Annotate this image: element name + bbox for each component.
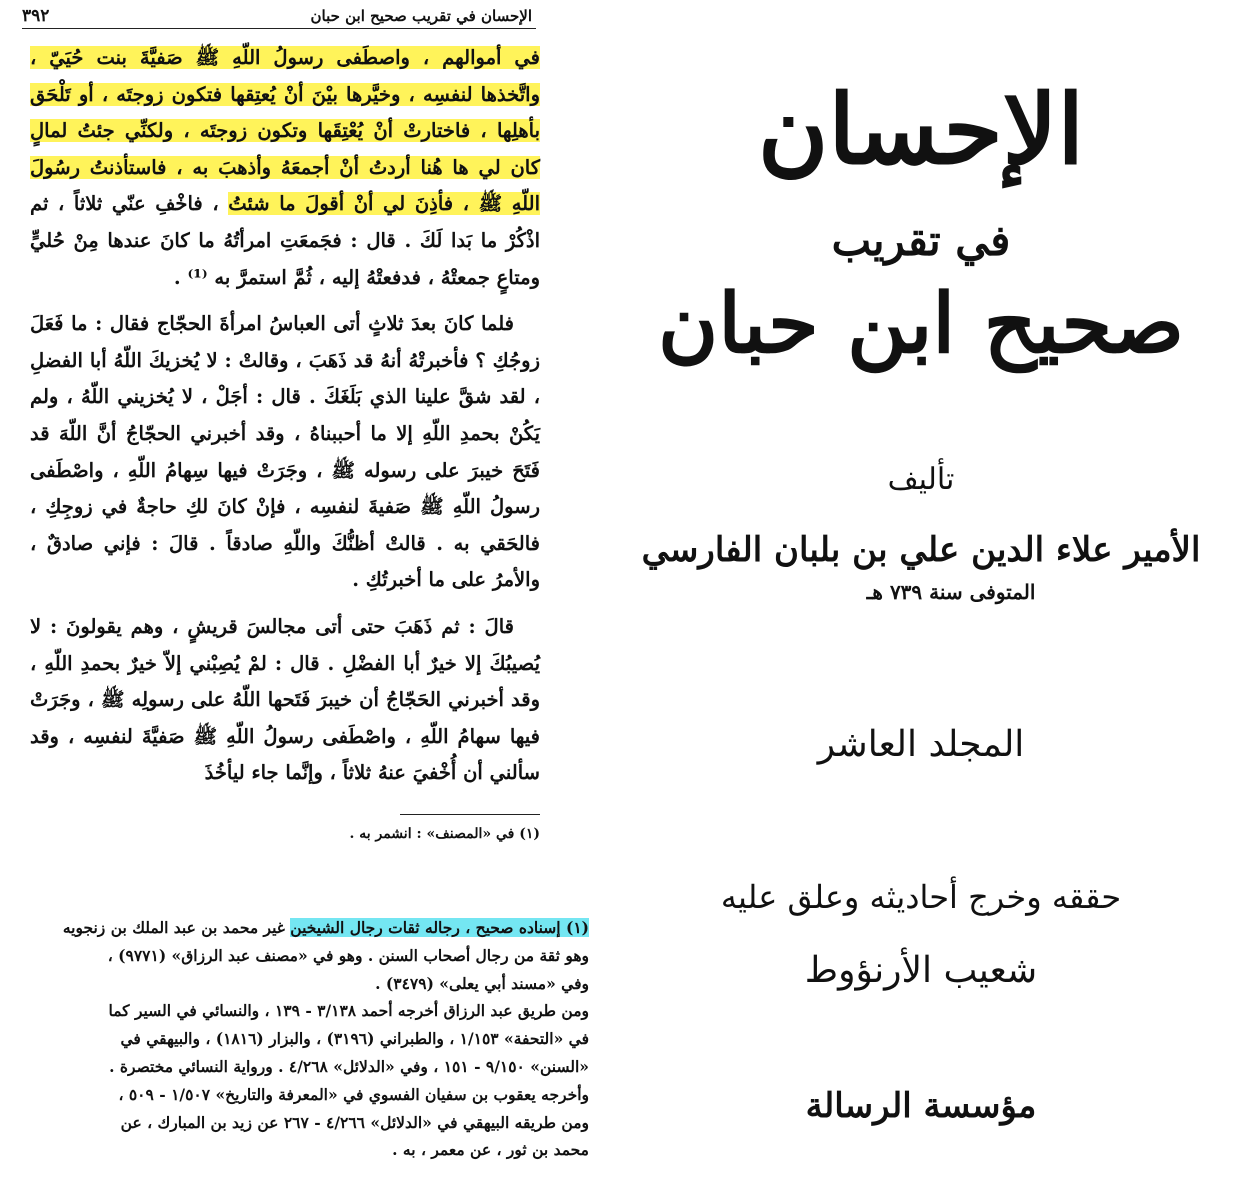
paragraph-2: فلما كانَ بعدَ ثلاثٍ أتى العباسُ امرأةَ الحجّاج فقال : ما فَعَلَ زوجُكِ ؟ فأخبرتْهُ أنهُ قد ذَهَبَ ، وقالتْ : لا يُخزيكَ اللّهُ أبا الفضلِ ، لقد شقَّ علينا الذي بَلَغَكَ . قال : أجَلْ ، لا يُخزيني اللّهُ ، ولم يَكُنْ بحمدِ اللّهِ إلا ما أحببناهُ ، وقد أخبرني الحجّاجُ أنَّ اللّهَ قد فَتَحَ خيبرَ على رسوله ﷺ ، وجَرَتْ فيها سِهامُ اللّهِ ، واصْطَفى رسولُ اللّهِ ﷺ صَفيةَ لنفسِه ، فإنْ كانَ لكِ حاجةٌ في زوجِكِ ، فالحَقي به . قالتْ أظنُّكَ واللّهِ صادقاً . قالَ : فإني صادقٌ ، والأمرُ على ما أخبرتُكِ . [30, 312, 540, 592]
note-line: وأخرجه يعقوب بن سفيان الفسوي في «المعرفة والتاريخ» ١/٥٠٧ - ٥٠٩ ، [118, 1084, 589, 1104]
note-line: «السنن» ٩/١٥٠ - ١٥١ ، وفي «الدلائل» ٤/٢٦٨ . ورواية النسائي مختصرة . [109, 1056, 589, 1076]
highlight-line-5: فأذِنَ لي أنْ أقولَ ما شئتُ [228, 192, 454, 216]
cover-death-date: المتوفى سنة ٧٣٩ هـ [866, 580, 1036, 604]
highlight-line-2: واتَّخذها لنفسِه ، وخيَّرها بيْنَ أنْ يُعتِقها فتكون زوجتَه ، أو تَلْحَق [30, 82, 540, 106]
cover-subtitle: في تقريب [831, 216, 1011, 265]
paragraph-1 [30, 40, 540, 296]
paragraph-1-rest: لَكَ . قال : فجَمعَتِ امرأتُهُ ما كانَ عندها مِنْ حُليٍّ ومتاعٍ جمعتْهُ ، فدفعتْهُ إليه ، ثُمَّ استمرَّ به ⁽¹⁾ . [30, 228, 540, 289]
book-cover [600, 0, 1242, 1204]
cover-authored-by: تأليف [887, 462, 955, 497]
highlight-line-3: بأهلِها ، فاختارتْ أنْ يُعْتِقَها وتكون زوجتَه ، ولكنِّي جئتُ لمالٍ [30, 119, 540, 143]
highlighted-passage [30, 46, 540, 215]
note-line: في «التحفة» ١/١٥٣ ، والطبراني (٣١٩٦) ، والبزار (١٨١٦) ، والبيهقي في [120, 1029, 589, 1049]
note-line: وفي «مسند أبي يعلى» (٣٤٧٩) . [375, 973, 589, 993]
lower-notes-clipping [14, 914, 589, 1164]
note-line: محمد بن ثور ، عن معمر ، به . [392, 1140, 589, 1160]
highlighted-isnad-note: (١) إسناده صحيح ، رجاله ثقات رجال الشيخين [290, 918, 589, 937]
page-header [22, 6, 536, 29]
body-text [30, 40, 540, 802]
footnote: (١) في «المصنف» : انشمر به . [349, 826, 540, 842]
page-number: ٣٩٢ [22, 6, 50, 26]
running-title: الإحسان في تقريب صحيح ابن حبان [310, 7, 532, 25]
scanned-book-page [0, 0, 589, 1204]
cover-publisher: مؤسسة الرسالة [805, 1086, 1037, 1126]
highlight-line-1: في أموالهم ، واصطَفى رسولُ اللّهِ ﷺ صَفيَّةَ بنت حُيَيّ ، [30, 46, 540, 69]
cover-editor-credit: حققه وخرج أحاديثه وعلق عليه [720, 878, 1122, 916]
cover-editor-name: شعيب الأرنؤوط [804, 950, 1038, 991]
note-line: ومن طريق عبد الرزاق أخرجه أحمد ٣/١٣٨ - ١٣٩ ، والنسائي في السير كما [108, 1001, 589, 1021]
note-line: وهو ثقة من رجال أصحاب السنن . وهو في «مصنف عبد الرزاق» (٩٧٧١) ، [107, 945, 589, 965]
cover-volume: المجلد العاشر [817, 724, 1025, 765]
note-line-1 [14, 914, 589, 942]
line-after-highlight: ، فاخْفِ عنّي ثلاثاً ، ثم اذْكُرْ ما بَدا [30, 192, 540, 252]
paragraph-3: قالَ : ثم ذَهَبَ حتى أتى مجالسَ قريشٍ ، وهم يقولونَ : لا يُصيبُكَ إلا خيرٌ أبا الفضْلِ . قال : لمْ يُصِبْني إلاّ خيرٌ بحمدِ اللّهِ ، وقد أخبرني الحَجّاجُ أن خيبرَ فَتَحها اللّهُ على رسولِه ﷺ ، وجَرَتْ فيها سهامُ اللّهِ ، واصْطَفى رسولُ اللّهِ ﷺ صَفيَّةَ لنفسِه ، وقد سألني أن أُخْفيَ عنهُ ثلاثاً ، وإنَّما جاء ليأخُذَ [30, 614, 540, 785]
cover-author: الأمير علاء الدين علي بن بلبان الفارسي [641, 530, 1201, 570]
note-line: ومن طريقه البيهقي في «الدلائل» ٤/٢٦٦ - ٢٦٧ عن زيد بن المبارك ، عن [120, 1112, 589, 1132]
highlight-line-4: كان لي ها هُنا أردتُ أنْ أجمعَهُ وأذهبَ به ، فاستأذنتُ رسُولَ اللّهِ ﷺ ، [30, 155, 540, 216]
cover-title: الإحسان [757, 73, 1085, 186]
note-line-1-rest: غير محمد بن عبد الملك بن زنجويه [62, 918, 291, 937]
cover-main-title: صحيح ابن حبان [658, 276, 1184, 372]
footnote-divider [400, 814, 540, 815]
